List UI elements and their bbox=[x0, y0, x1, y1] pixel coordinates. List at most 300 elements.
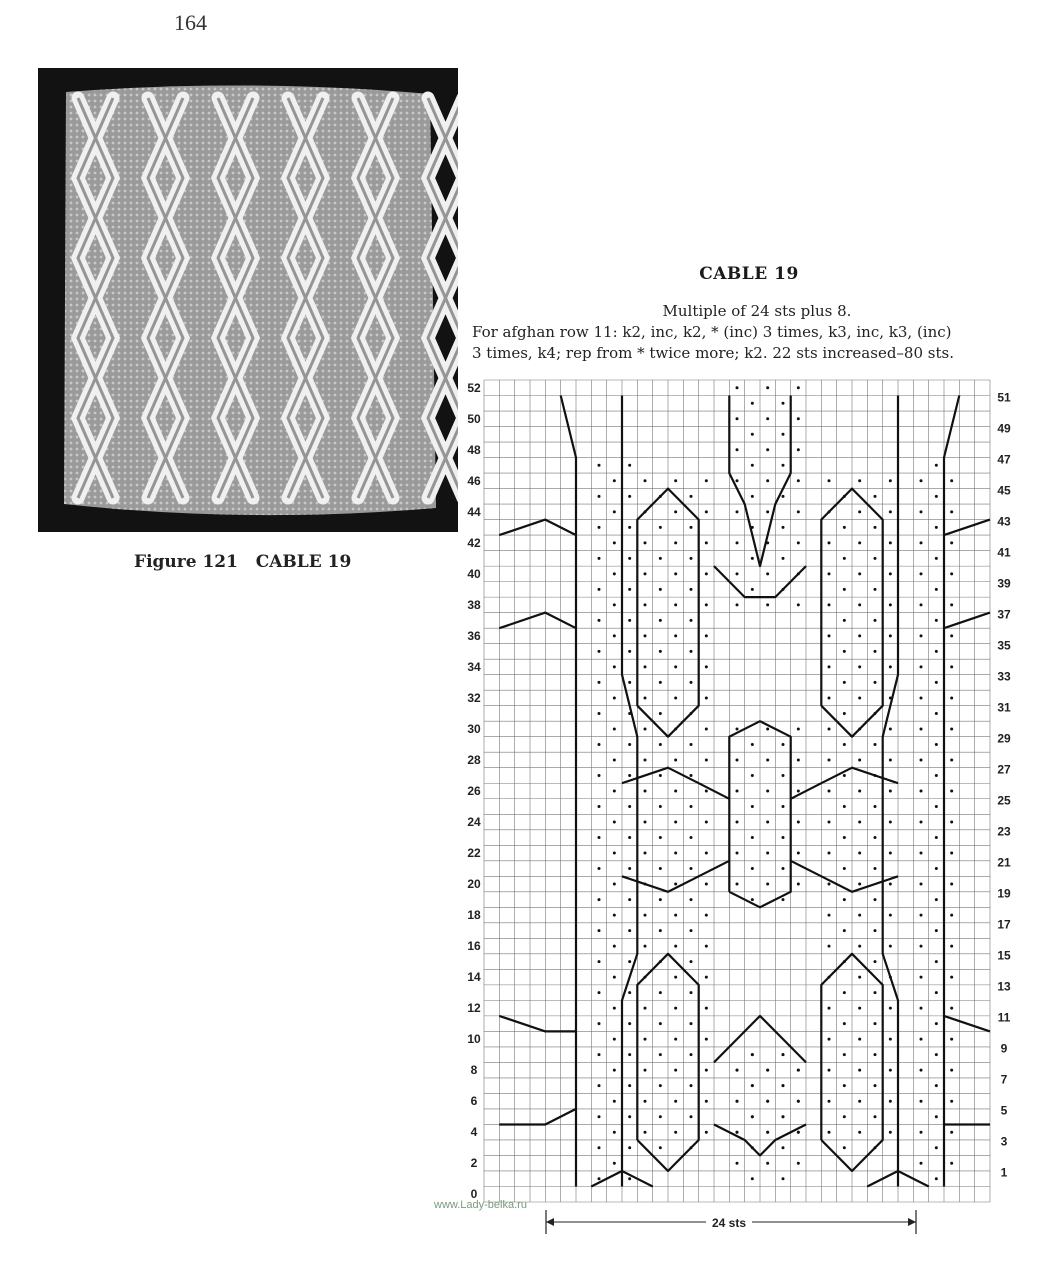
purl-dot bbox=[858, 510, 861, 513]
purl-dot bbox=[843, 836, 846, 839]
purl-dot bbox=[628, 991, 631, 994]
purl-dot bbox=[950, 1007, 953, 1010]
purl-dot bbox=[935, 1146, 938, 1149]
purl-dot bbox=[874, 867, 877, 870]
purl-dot bbox=[705, 1069, 708, 1072]
purl-dot bbox=[705, 852, 708, 855]
purl-dot bbox=[889, 479, 892, 482]
purl-dot bbox=[644, 665, 647, 668]
row-label: 41 bbox=[997, 545, 1011, 560]
purl-dot bbox=[705, 1007, 708, 1010]
row-label: 37 bbox=[997, 607, 1011, 622]
purl-dot bbox=[613, 634, 616, 637]
purl-dot bbox=[644, 603, 647, 606]
purl-dot bbox=[766, 479, 769, 482]
purl-dot bbox=[705, 665, 708, 668]
purl-dot bbox=[858, 541, 861, 544]
purl-dot bbox=[828, 914, 831, 917]
purl-dot bbox=[858, 572, 861, 575]
row-label: 24 bbox=[467, 815, 481, 830]
purl-dot bbox=[659, 557, 662, 560]
purl-dot bbox=[766, 386, 769, 389]
purl-dot bbox=[690, 960, 693, 963]
purl-dot bbox=[843, 1053, 846, 1056]
purl-dot bbox=[659, 1146, 662, 1149]
purl-dot bbox=[736, 821, 739, 824]
purl-dot bbox=[598, 1022, 601, 1025]
purl-dot bbox=[828, 1069, 831, 1072]
purl-dot bbox=[828, 1131, 831, 1134]
purl-dot bbox=[690, 650, 693, 653]
purl-dot bbox=[858, 1131, 861, 1134]
purl-dot bbox=[644, 1131, 647, 1134]
row-label: 19 bbox=[997, 886, 1011, 901]
purl-dot bbox=[889, 1131, 892, 1134]
purl-dot bbox=[766, 1162, 769, 1165]
purl-dot bbox=[889, 914, 892, 917]
row-label: 18 bbox=[467, 908, 481, 923]
row-label: 32 bbox=[467, 690, 481, 705]
purl-dot bbox=[613, 852, 616, 855]
purl-dot bbox=[613, 479, 616, 482]
purl-dot bbox=[858, 790, 861, 793]
purl-dot bbox=[598, 991, 601, 994]
purl-dot bbox=[782, 805, 785, 808]
purl-dot bbox=[950, 1162, 953, 1165]
purl-dot bbox=[782, 898, 785, 901]
purl-dot bbox=[828, 665, 831, 668]
purl-dot bbox=[674, 976, 677, 979]
purl-dot bbox=[659, 1022, 662, 1025]
row-label: 12 bbox=[467, 1001, 481, 1016]
purl-dot bbox=[598, 836, 601, 839]
purl-dot bbox=[935, 712, 938, 715]
purl-dot bbox=[950, 572, 953, 575]
figure-caption: Figure 121 CABLE 19 bbox=[134, 552, 352, 572]
purl-dot bbox=[828, 883, 831, 886]
purl-dot bbox=[828, 572, 831, 575]
purl-dot bbox=[889, 1069, 892, 1072]
purl-dot bbox=[598, 464, 601, 467]
purl-dot bbox=[889, 790, 892, 793]
purl-dot bbox=[889, 758, 892, 761]
purl-dot bbox=[674, 696, 677, 699]
purl-dot bbox=[598, 526, 601, 529]
purl-dot bbox=[613, 572, 616, 575]
purl-dot bbox=[598, 619, 601, 622]
purl-dot bbox=[843, 743, 846, 746]
purl-dot bbox=[736, 852, 739, 855]
purl-dot bbox=[628, 650, 631, 653]
purl-dot bbox=[828, 852, 831, 855]
purl-dot bbox=[920, 883, 923, 886]
purl-dot bbox=[766, 790, 769, 793]
purl-dot bbox=[674, 1038, 677, 1041]
row-label: 52 bbox=[467, 380, 481, 395]
purl-dot bbox=[828, 479, 831, 482]
purl-dot bbox=[705, 821, 708, 824]
purl-dot bbox=[828, 821, 831, 824]
purl-dot bbox=[628, 495, 631, 498]
purl-dot bbox=[843, 1146, 846, 1149]
purl-dot bbox=[828, 790, 831, 793]
purl-dot bbox=[843, 929, 846, 932]
row-label: 49 bbox=[997, 421, 1011, 436]
purl-dot bbox=[644, 1038, 647, 1041]
purl-dot bbox=[613, 914, 616, 917]
cable-line bbox=[944, 520, 990, 536]
purl-dot bbox=[613, 1007, 616, 1010]
purl-dot bbox=[674, 479, 677, 482]
purl-dot bbox=[628, 1115, 631, 1118]
purl-dot bbox=[920, 914, 923, 917]
purl-dot bbox=[950, 976, 953, 979]
purl-dot bbox=[797, 541, 800, 544]
purl-dot bbox=[766, 417, 769, 420]
purl-dot bbox=[674, 1007, 677, 1010]
row-label: 7 bbox=[1000, 1072, 1008, 1087]
purl-dot bbox=[674, 758, 677, 761]
purl-dot bbox=[690, 526, 693, 529]
purl-dot bbox=[843, 588, 846, 591]
purl-dot bbox=[613, 1069, 616, 1072]
purl-dot bbox=[935, 588, 938, 591]
row-label: 15 bbox=[997, 948, 1011, 963]
purl-dot bbox=[736, 479, 739, 482]
purl-dot bbox=[613, 603, 616, 606]
purl-dot bbox=[782, 743, 785, 746]
purl-dot bbox=[628, 960, 631, 963]
purl-dot bbox=[950, 914, 953, 917]
purl-dot bbox=[843, 1022, 846, 1025]
cable-line bbox=[622, 396, 637, 1187]
purl-dot bbox=[613, 1038, 616, 1041]
purl-dot bbox=[644, 821, 647, 824]
purl-dot bbox=[628, 743, 631, 746]
purl-dot bbox=[828, 1100, 831, 1103]
purl-dot bbox=[950, 665, 953, 668]
purl-dot bbox=[950, 790, 953, 793]
purl-dot bbox=[613, 945, 616, 948]
purl-dot bbox=[920, 821, 923, 824]
purl-dot bbox=[751, 495, 754, 498]
purl-dot bbox=[598, 1053, 601, 1056]
purl-dot bbox=[736, 1131, 739, 1134]
purl-dot bbox=[920, 1162, 923, 1165]
purl-dot bbox=[674, 852, 677, 855]
purl-dot bbox=[828, 758, 831, 761]
purl-dot bbox=[950, 541, 953, 544]
purl-dot bbox=[705, 883, 708, 886]
purl-dot bbox=[874, 836, 877, 839]
row-label: 14 bbox=[467, 970, 481, 985]
purl-dot bbox=[920, 572, 923, 575]
purl-dot bbox=[705, 634, 708, 637]
purl-dot bbox=[766, 1069, 769, 1072]
cable-line bbox=[499, 1016, 576, 1032]
row-label: 30 bbox=[467, 721, 481, 736]
purl-dot bbox=[935, 1053, 938, 1056]
purl-dot bbox=[920, 852, 923, 855]
purl-dot bbox=[674, 572, 677, 575]
purl-dot bbox=[598, 650, 601, 653]
purl-dot bbox=[736, 448, 739, 451]
repeat-width-label: 24 sts bbox=[711, 1216, 747, 1230]
purl-dot bbox=[843, 898, 846, 901]
purl-dot bbox=[705, 541, 708, 544]
purl-dot bbox=[628, 681, 631, 684]
purl-dot bbox=[858, 1007, 861, 1010]
purl-dot bbox=[858, 603, 861, 606]
purl-dot bbox=[858, 665, 861, 668]
purl-dot bbox=[920, 945, 923, 948]
purl-dot bbox=[659, 929, 662, 932]
purl-dot bbox=[874, 960, 877, 963]
purl-dot bbox=[782, 464, 785, 467]
row-label: 0 bbox=[470, 1187, 478, 1202]
purl-dot bbox=[828, 541, 831, 544]
purl-dot bbox=[874, 743, 877, 746]
purl-dot bbox=[613, 510, 616, 513]
purl-dot bbox=[674, 510, 677, 513]
purl-dot bbox=[628, 836, 631, 839]
purl-dot bbox=[628, 1146, 631, 1149]
purl-dot bbox=[705, 1100, 708, 1103]
purl-dot bbox=[751, 743, 754, 746]
purl-dot bbox=[843, 991, 846, 994]
purl-dot bbox=[935, 557, 938, 560]
purl-dot bbox=[644, 790, 647, 793]
purl-dot bbox=[628, 464, 631, 467]
purl-dot bbox=[674, 945, 677, 948]
purl-dot bbox=[797, 821, 800, 824]
purl-dot bbox=[797, 1069, 800, 1072]
purl-dot bbox=[935, 960, 938, 963]
purl-dot bbox=[751, 588, 754, 591]
purl-dot bbox=[782, 526, 785, 529]
purl-dot bbox=[690, 588, 693, 591]
purl-dot bbox=[874, 991, 877, 994]
purl-dot bbox=[782, 433, 785, 436]
purl-dot bbox=[782, 867, 785, 870]
purl-dot bbox=[950, 1038, 953, 1041]
row-label: 45 bbox=[997, 483, 1011, 498]
purl-dot bbox=[935, 836, 938, 839]
row-label: 48 bbox=[467, 442, 481, 457]
purl-dot bbox=[858, 479, 861, 482]
purl-dot bbox=[598, 805, 601, 808]
purl-dot bbox=[598, 1084, 601, 1087]
purl-dot bbox=[920, 1069, 923, 1072]
purl-dot bbox=[950, 510, 953, 513]
purl-dot bbox=[935, 929, 938, 932]
purl-dot bbox=[843, 619, 846, 622]
purl-dot bbox=[613, 821, 616, 824]
purl-dot bbox=[920, 1100, 923, 1103]
purl-dot bbox=[598, 712, 601, 715]
purl-dot bbox=[782, 495, 785, 498]
chart-row-labels-right bbox=[997, 390, 1011, 1179]
purl-dot bbox=[889, 1007, 892, 1010]
purl-dot bbox=[690, 991, 693, 994]
purl-dot bbox=[613, 883, 616, 886]
purl-dot bbox=[797, 883, 800, 886]
purl-dot bbox=[797, 386, 800, 389]
purl-dot bbox=[628, 1084, 631, 1087]
purl-dot bbox=[659, 991, 662, 994]
purl-dot bbox=[920, 1131, 923, 1134]
purl-dot bbox=[628, 1177, 631, 1180]
purl-dot bbox=[705, 976, 708, 979]
purl-dot bbox=[674, 914, 677, 917]
purl-dot bbox=[920, 790, 923, 793]
purl-dot bbox=[705, 1038, 708, 1041]
row-label: 46 bbox=[467, 473, 481, 488]
purl-dot bbox=[889, 1100, 892, 1103]
purl-dot bbox=[628, 1053, 631, 1056]
purl-dot bbox=[690, 1115, 693, 1118]
purl-dot bbox=[751, 402, 754, 405]
row-label: 47 bbox=[997, 452, 1011, 467]
row-label: 33 bbox=[997, 669, 1011, 684]
purl-dot bbox=[935, 1084, 938, 1087]
purl-dot bbox=[828, 1038, 831, 1041]
purl-dot bbox=[950, 634, 953, 637]
row-label: 43 bbox=[997, 514, 1011, 529]
purl-dot bbox=[797, 479, 800, 482]
purl-dot bbox=[874, 929, 877, 932]
purl-dot bbox=[920, 976, 923, 979]
purl-dot bbox=[736, 1162, 739, 1165]
row-label: 27 bbox=[997, 762, 1011, 777]
purl-dot bbox=[613, 790, 616, 793]
purl-dot bbox=[858, 1100, 861, 1103]
row-label: 38 bbox=[467, 597, 481, 612]
purl-dot bbox=[858, 976, 861, 979]
purl-dot bbox=[674, 603, 677, 606]
purl-dot bbox=[628, 898, 631, 901]
purl-dot bbox=[644, 945, 647, 948]
purl-dot bbox=[828, 1007, 831, 1010]
row-label: 36 bbox=[467, 628, 481, 643]
purl-dot bbox=[628, 526, 631, 529]
purl-dot bbox=[736, 1100, 739, 1103]
purl-dot bbox=[828, 696, 831, 699]
purl-dot bbox=[935, 681, 938, 684]
purl-dot bbox=[690, 495, 693, 498]
purl-dot bbox=[628, 929, 631, 932]
purl-dot bbox=[690, 867, 693, 870]
row-label: 25 bbox=[997, 793, 1011, 808]
row-label: 26 bbox=[467, 784, 481, 798]
purl-dot bbox=[644, 758, 647, 761]
purl-dot bbox=[644, 852, 647, 855]
purl-dot bbox=[751, 836, 754, 839]
purl-dot bbox=[628, 588, 631, 591]
purl-dot bbox=[843, 557, 846, 560]
purl-dot bbox=[705, 479, 708, 482]
purl-dot bbox=[950, 727, 953, 730]
purl-dot bbox=[690, 619, 693, 622]
purl-dot bbox=[674, 1100, 677, 1103]
row-label: 28 bbox=[467, 752, 481, 767]
purl-dot bbox=[874, 681, 877, 684]
purl-dot bbox=[843, 650, 846, 653]
purl-dot bbox=[920, 634, 923, 637]
purl-dot bbox=[920, 665, 923, 668]
purl-dot bbox=[797, 790, 800, 793]
purl-dot bbox=[782, 1115, 785, 1118]
purl-dot bbox=[690, 1053, 693, 1056]
purl-dot bbox=[613, 1131, 616, 1134]
row-label: 16 bbox=[467, 939, 481, 954]
purl-dot bbox=[935, 991, 938, 994]
purl-dot bbox=[705, 727, 708, 730]
purl-dot bbox=[920, 1007, 923, 1010]
purl-dot bbox=[751, 1115, 754, 1118]
purl-dot bbox=[674, 883, 677, 886]
purl-dot bbox=[797, 1131, 800, 1134]
row-label: 40 bbox=[467, 566, 481, 581]
purl-dot bbox=[690, 681, 693, 684]
row-label: 4 bbox=[470, 1125, 478, 1140]
purl-dot bbox=[659, 1084, 662, 1087]
purl-dot bbox=[766, 572, 769, 575]
purl-dot bbox=[858, 634, 861, 637]
repeat-bracket bbox=[546, 1210, 916, 1234]
purl-dot bbox=[935, 867, 938, 870]
purl-dot bbox=[920, 541, 923, 544]
purl-dot bbox=[690, 805, 693, 808]
purl-dot bbox=[828, 727, 831, 730]
purl-dot bbox=[736, 417, 739, 420]
purl-dot bbox=[751, 774, 754, 777]
cable-line bbox=[944, 613, 990, 629]
purl-dot bbox=[889, 510, 892, 513]
purl-dot bbox=[690, 774, 693, 777]
chart-row-labels-left bbox=[467, 381, 481, 1201]
purl-dot bbox=[797, 510, 800, 513]
purl-dot bbox=[613, 1100, 616, 1103]
purl-dot bbox=[950, 1131, 953, 1134]
purl-dot bbox=[935, 526, 938, 529]
purl-dot bbox=[935, 619, 938, 622]
purl-dot bbox=[782, 1146, 785, 1149]
purl-dot bbox=[797, 603, 800, 606]
purl-dot bbox=[736, 510, 739, 513]
purl-dot bbox=[705, 758, 708, 761]
purl-dot bbox=[751, 867, 754, 870]
row-label: 51 bbox=[997, 390, 1011, 405]
purl-dot bbox=[935, 1115, 938, 1118]
purl-dot bbox=[950, 696, 953, 699]
purl-dot bbox=[644, 1100, 647, 1103]
purl-dot bbox=[874, 526, 877, 529]
purl-dot bbox=[674, 790, 677, 793]
purl-dot bbox=[598, 743, 601, 746]
purl-dot bbox=[644, 914, 647, 917]
purl-dot bbox=[644, 727, 647, 730]
purl-dot bbox=[705, 572, 708, 575]
purl-dot bbox=[843, 681, 846, 684]
purl-dot bbox=[950, 479, 953, 482]
purl-dot bbox=[935, 650, 938, 653]
purl-dot bbox=[598, 681, 601, 684]
purl-dot bbox=[674, 1069, 677, 1072]
row-label: 5 bbox=[1000, 1103, 1008, 1118]
purl-dot bbox=[659, 1115, 662, 1118]
purl-dot bbox=[950, 758, 953, 761]
